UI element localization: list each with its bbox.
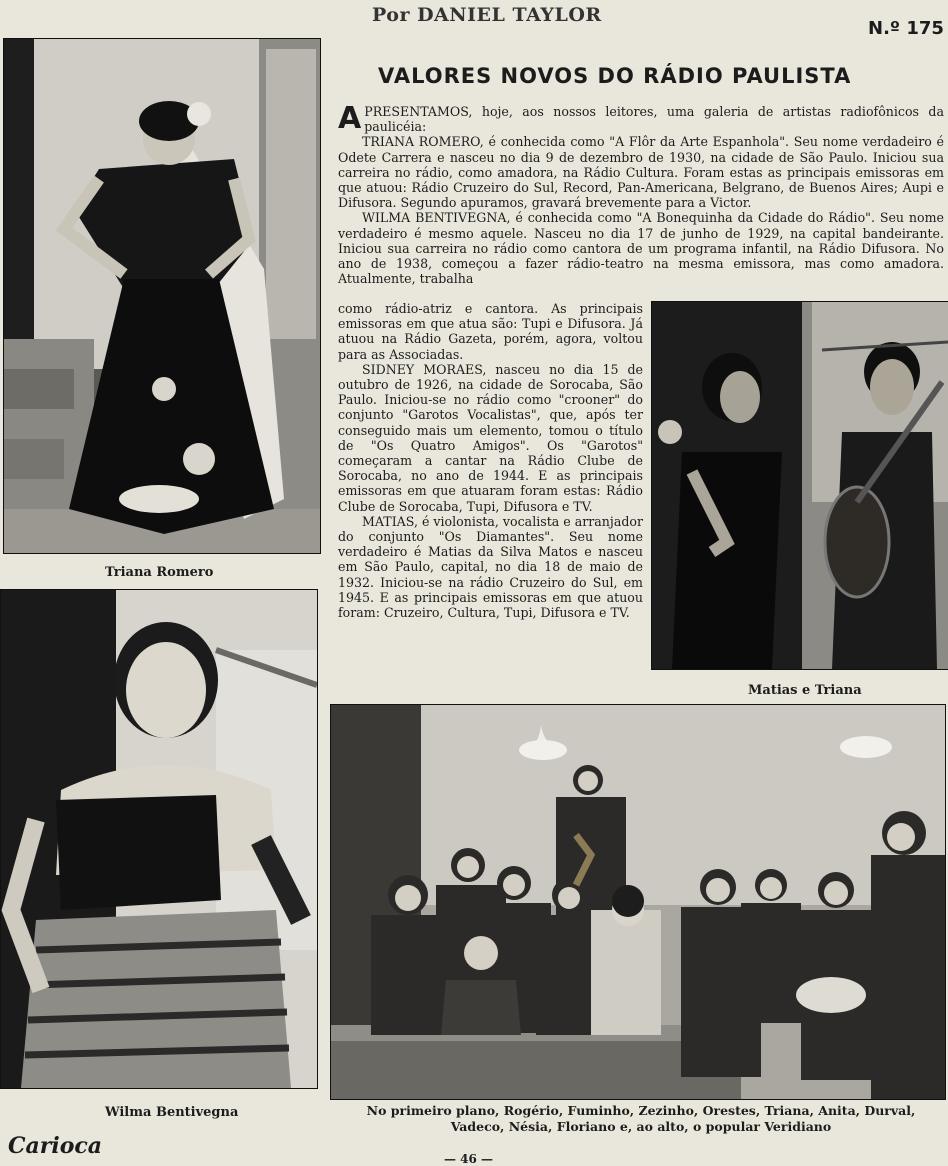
article-body-column bbox=[338, 301, 643, 620]
caption-matias-e-triana: Matias e Triana bbox=[748, 683, 862, 698]
drop-cap: A bbox=[338, 101, 362, 136]
caption-wilma-bentivegna: Wilma Bentivegna bbox=[105, 1105, 239, 1120]
caption-triana-romero: Triana Romero bbox=[105, 565, 214, 580]
photo-triana-romero bbox=[3, 38, 321, 554]
paragraph-sidney: SIDNEY MORAES, nasceu no dia 15 de outubro de 1926, na cidade de Sorocaba, São Paulo. Iniciou-se no rádio como "crooner" do conjunto "Garotos Vocalistas", que, após ter conseguido mais um elemento, tomou o título de "Os Quatro Amigos". Os "Garotos" começaram a cantar na Rádio Clube de Sorocaba, no ano de 1944. E as principais emissoras em que atuaram foram estas: Rádio Clube de Sorocaba, Tupi, Difusora e TV. bbox=[338, 361, 643, 514]
headline: VALORES NOVOS DO RÁDIO PAULISTA bbox=[378, 64, 852, 88]
article-body-top bbox=[338, 101, 944, 287]
paragraph-wilma-continued: como rádio-atriz e cantora. As principais emissoras em que atua são: Tupi e Difusora. Já atuou na Rádio Gazeta, porém, agora, voltou para as Associadas. bbox=[338, 301, 643, 362]
paragraph-matias: MATIAS, é violonista, vocalista e arranjador do conjunto "Os Diamantes". Seu nome verdadeiro é Matias da Silva Matos e nasceu em São Paulo, capital, no dia 18 de maio de 1932. Iniciou-se na rádio Cruzeiro do Sul, em 1945. E as principais emissoras em que atuou foram: Cruzeiro, Cultura, Tupi, Difusora e TV. bbox=[338, 513, 643, 621]
photo-group bbox=[330, 704, 946, 1100]
article-intro bbox=[338, 101, 944, 136]
paragraph-wilma: WILMA BENTIVEGNA, é conhecida como "A Bonequinha da Cidade do Rádio". Seu nome verdadeiro é mesmo aquele. Nasceu no dia 17 de junho de 1929, na capital bandeirante. Iniciou sua carreira no rádio como cantora de um programa infantil, na Rádio Difusora. No ano de 1938, começou a fazer rádio-teatro na mesma emissora, mas como amadora. Atualmente, trabalha bbox=[338, 210, 944, 287]
issue-number: N.º 175 bbox=[868, 18, 944, 39]
photo-matias-e-triana bbox=[651, 301, 948, 670]
magazine-logo: Carioca bbox=[8, 1133, 103, 1159]
page-number: — 46 — bbox=[444, 1152, 494, 1166]
intro-text: PRESENTAMOS, hoje, aos nossos leitores, uma galeria de artistas radiofônicos da paulicéia: bbox=[364, 104, 944, 135]
paragraph-triana: TRIANA ROMERO, é conhecida como "A Flôr da Arte Espanhola". Seu nome verdadeiro é Odete Carrera e nasceu no dia 9 de dezembro de 1930, na cidade de São Paulo. Iniciou sua carreira no rádio, como amadora, na Rádio Cultura. Foram estas as principais emissoras em que atuou: Rádio Cruzeiro do Sul, Record, Pan-Americana, Belgrano, de Buenos Aires; Aupi e Difusora. Segundo apuramos, gravará brevemente para a Victor. bbox=[338, 134, 944, 211]
caption-group: No primeiro plano, Rogério, Fuminho, Zezinho, Orestes, Triana, Anita, Durval, Vadeco, Nésia, Floriano e, ao alto, o popular Veridiano bbox=[366, 1103, 916, 1134]
photo-wilma-bentivegna bbox=[0, 589, 318, 1089]
byline: Por DANIEL TAYLOR bbox=[372, 4, 602, 26]
